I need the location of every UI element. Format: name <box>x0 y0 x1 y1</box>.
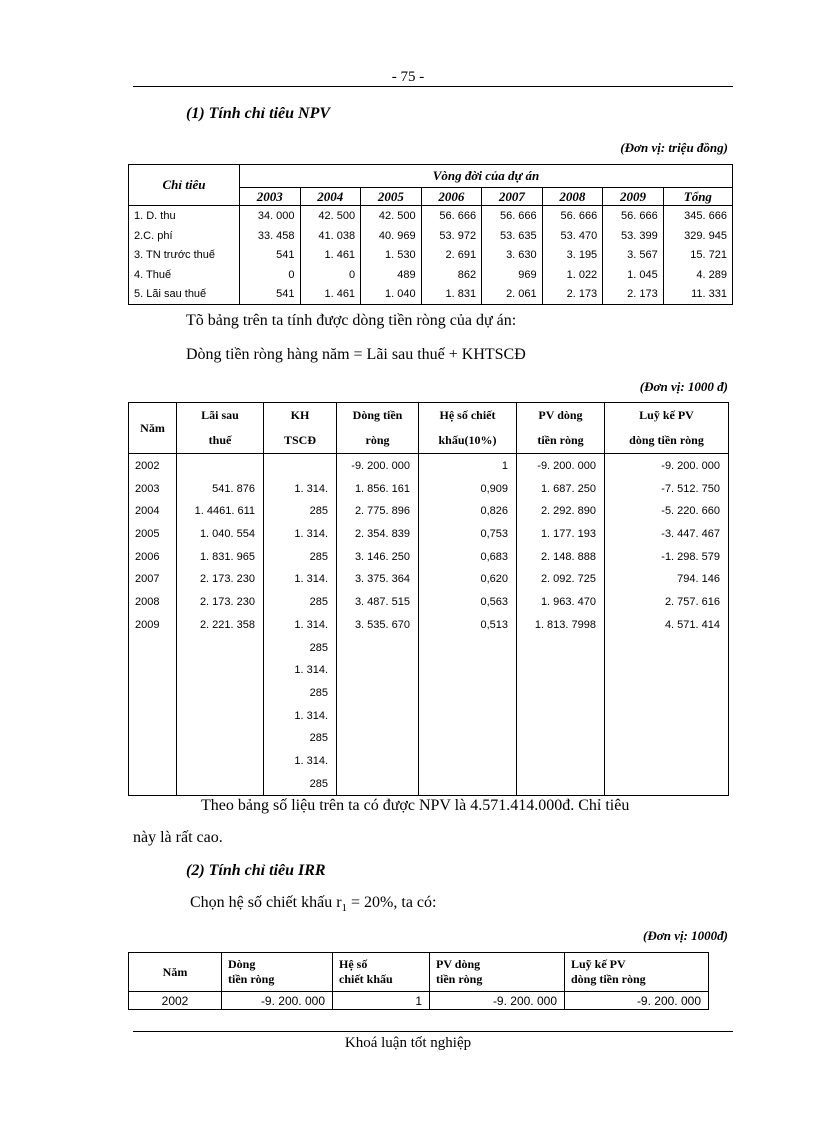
section2-para: Chọn hệ số chiết khấu $r_1 = 20\%$, ta có: <box>190 894 437 915</box>
table-cell: 285 <box>309 732 328 745</box>
table-cell: 2. 221. 358 <box>199 618 255 631</box>
value-cell: 1. 831 <box>445 288 477 300</box>
table-cell: -7. 512. 750 <box>661 482 720 495</box>
table-cell: 3. 375. 364 <box>354 573 410 586</box>
header-nam: Năm <box>129 403 177 454</box>
value-cell: 53. 972 <box>439 229 477 242</box>
year-column <box>542 206 603 305</box>
t3-cell-dong: -9. 200. 000 <box>222 992 333 1010</box>
table-cell: 2. 173. 230 <box>199 596 255 609</box>
table-cell: 0,683 <box>480 550 508 563</box>
value-cell: 34. 000 <box>257 210 295 222</box>
value-cell: 2. 061 <box>506 288 537 300</box>
t3-cell-nam: 2002 <box>129 992 222 1010</box>
table-cell: 1. 687. 250 <box>540 482 596 495</box>
row-label: 3. TN trước thuế <box>134 249 216 261</box>
year-header: 2004 <box>300 188 361 206</box>
table-cell: 1 <box>501 460 508 472</box>
value-cell: 33. 458 <box>257 229 295 242</box>
section1-unit: (Đơn vị: triệu đồng) <box>620 140 728 155</box>
value-cell: 1. 045 <box>627 268 658 281</box>
table-cell: 285 <box>309 596 328 609</box>
para-formula: Dòng tiền ròng hàng năm = Lãi sau thuế + KHTSCĐ <box>186 346 526 363</box>
col-luy-ke <box>605 454 729 796</box>
table-cell: 2005 <box>135 528 160 541</box>
year-header: 2006 <box>421 188 482 206</box>
year-header: 2007 <box>482 188 543 206</box>
conclusion-line1: Theo bảng số liệu trên ta có được NPV là 4.571.414.000đ. Chỉ tiêu <box>201 797 630 814</box>
value-cell: 862 <box>457 268 477 281</box>
table-cell: 1. 831. 965 <box>199 550 255 563</box>
page-number: - 75 - <box>391 69 425 85</box>
value-cell: 3. 567 <box>627 249 658 261</box>
section1-heading: (1) Tính chỉ tiêu NPV <box>186 105 331 122</box>
table-cell: 1. 314. <box>294 482 328 495</box>
table-cell: 285 <box>309 686 328 699</box>
table3-unit: (Đơn vị: 1000đ) <box>643 928 728 943</box>
table-cell: 0,826 <box>480 505 508 518</box>
table-cell: 3. 535. 670 <box>354 618 410 631</box>
value-cell: 56. 666 <box>439 210 477 222</box>
table-cell: 0,563 <box>480 596 508 609</box>
table-cell: 2003 <box>135 482 160 495</box>
value-cell: 3. 630 <box>506 249 537 261</box>
value-cell: 53. 399 <box>621 229 658 242</box>
value-cell: 4. 289 <box>696 268 727 281</box>
table-cell: -9. 200. 000 <box>537 460 596 472</box>
t3-cell-luy: -9. 200. 000 <box>565 992 709 1010</box>
year-header: 2008 <box>542 188 603 206</box>
header-kh-tscd: KH TSCĐ <box>264 403 337 454</box>
table-cell: 0,513 <box>480 618 508 631</box>
table-cell: 1. 040. 554 <box>199 528 255 541</box>
table-cell: 2008 <box>135 596 160 609</box>
table-cell: 2. 757. 616 <box>664 596 720 609</box>
table-cell: 2009 <box>135 618 160 631</box>
npv-revenue-table <box>128 164 733 305</box>
year-header: 2005 <box>361 188 422 206</box>
row-label: 4. Thuế <box>134 268 172 281</box>
table-cell: 2. 092. 725 <box>540 573 596 586</box>
table-cell: 794. 146 <box>677 573 720 586</box>
value-cell: 2. 173 <box>566 288 598 300</box>
year-column <box>240 206 301 305</box>
irr-table <box>128 952 709 1010</box>
table-cell: 1. 177. 193 <box>540 528 596 541</box>
col-nam <box>129 454 177 796</box>
year-column <box>482 206 543 305</box>
year-column <box>603 206 664 305</box>
value-cell: 329. 945 <box>684 229 727 242</box>
header-pv: PV dòng tiền ròng <box>517 403 605 454</box>
table-cell: 3. 146. 250 <box>354 550 410 563</box>
table-cell: 1. 314. <box>294 528 328 541</box>
year-header: 2003 <box>240 188 301 206</box>
table-cell: -9. 200. 000 <box>351 460 410 472</box>
t3-header-dong: Dòng tiền ròng <box>222 953 333 992</box>
header-rule <box>133 86 733 87</box>
table-cell: 2002 <box>135 460 160 472</box>
table-cell: 285 <box>309 641 328 654</box>
table-cell: 285 <box>309 550 328 563</box>
header-he-so: Hệ số chiết khấu(10%) <box>419 403 517 454</box>
row-label: 2.C. phí <box>134 229 173 242</box>
table-cell: 2004 <box>135 505 160 518</box>
year-column <box>421 206 482 305</box>
footer-rule <box>133 1031 733 1032</box>
table-cell: 1. 314. <box>294 618 328 631</box>
year-column <box>663 206 732 305</box>
value-cell: 969 <box>518 268 537 281</box>
footer-text: Khoá luận tốt nghiệp <box>344 1035 472 1051</box>
t3-header-nam: Năm <box>129 953 222 992</box>
t3-header-pv: PV dòng tiền ròng <box>430 953 565 992</box>
table-cell: -1. 298. 579 <box>661 550 720 563</box>
value-cell: 2. 173 <box>627 288 658 300</box>
table-cell: -3. 447. 467 <box>661 528 720 541</box>
header-lai-sau-thue: Lãi sau thuế <box>177 403 264 454</box>
value-cell: 56. 666 <box>621 210 658 222</box>
table-cell: 1. 813. 7998 <box>534 618 596 631</box>
table-cell: 2. 292. 890 <box>540 505 596 518</box>
value-cell: 541 <box>276 249 295 261</box>
table-cell: 285 <box>309 505 328 518</box>
col-kh-tscd <box>264 454 337 796</box>
total-header: Tổng <box>663 188 732 206</box>
value-cell: 42. 500 <box>318 210 356 222</box>
year-column <box>300 206 361 305</box>
value-cell: 15. 721 <box>690 249 727 261</box>
header-luy-ke: Luỹ kế PV dòng tiền ròng <box>605 403 729 454</box>
value-cell: 0 <box>348 268 356 281</box>
group-header: Vòng đời của dự án <box>240 165 733 188</box>
value-cell: 541 <box>276 288 295 300</box>
table-cell: 0,909 <box>480 482 508 495</box>
value-cell: 1. 040 <box>385 288 416 300</box>
year-column <box>361 206 422 305</box>
cashflow-npv-table <box>128 402 729 796</box>
table-cell: 0,753 <box>480 528 508 541</box>
table-cell: 1. 4461. 611 <box>194 505 255 518</box>
col-dong-tien-rong <box>337 454 419 796</box>
header-dong-tien-rong: Dòng tiền ròng <box>337 403 419 454</box>
t3-cell-pv: -9. 200. 000 <box>430 992 565 1010</box>
table-cell: 3. 487. 515 <box>354 596 410 609</box>
col-he-so <box>419 454 517 796</box>
value-cell: 41. 038 <box>318 229 356 242</box>
value-cell: 53. 470 <box>560 229 598 242</box>
col-label-header: Chỉ tiêu <box>129 165 240 206</box>
t3-cell-he: 1 <box>333 992 430 1010</box>
section2-heading: (2) Tính chỉ tiêu IRR <box>186 862 326 879</box>
table-cell: 1. 963. 470 <box>540 596 596 609</box>
table-cell: 2. 354. 839 <box>354 528 410 541</box>
value-cell: 2. 691 <box>445 249 477 261</box>
year-header: 2009 <box>603 188 664 206</box>
value-cell: 40. 969 <box>378 229 416 242</box>
value-cell: 1. 530 <box>385 249 416 261</box>
value-cell: 1. 461 <box>324 288 356 300</box>
table-cell: 0,620 <box>480 573 508 586</box>
table-cell: 2. 148. 888 <box>540 550 596 563</box>
table2-unit: (Đơn vị: 1000 đ) <box>639 379 728 394</box>
value-cell: 56. 666 <box>560 210 598 222</box>
row-labels <box>129 206 240 305</box>
value-cell: 3. 195 <box>566 249 598 261</box>
table-cell: 2007 <box>135 573 160 586</box>
table-cell: 285 <box>309 777 328 790</box>
conclusion-line2: này là rất cao. <box>133 829 223 846</box>
col-pv <box>517 454 605 796</box>
t3-header-he: Hệ số chiết khấu <box>333 953 430 992</box>
value-cell: 0 <box>288 268 295 281</box>
t3-header-luy: Luỹ kế PV dòng tiền ròng <box>565 953 709 992</box>
table-cell: -5. 220. 660 <box>661 505 720 518</box>
table-cell: 1. 314. <box>294 664 328 677</box>
table-cell: 4. 571. 414 <box>664 618 720 631</box>
row-label: 5. Lãi sau thuế <box>134 288 207 300</box>
value-cell: 345. 666 <box>684 210 727 222</box>
table-cell <box>177 455 255 478</box>
table-cell: 1. 314. <box>294 754 328 767</box>
table-cell: 1. 314. <box>294 709 328 722</box>
value-cell: 56. 666 <box>499 210 537 222</box>
col-lai-sau-thue <box>177 454 264 796</box>
value-cell: 1. 461 <box>324 249 356 261</box>
value-cell: 42. 500 <box>378 210 416 222</box>
table-cell: 1. 856. 161 <box>354 482 410 495</box>
table-cell: 2. 173. 230 <box>199 573 255 586</box>
para-intro: Tõ bảng trên ta tính được dòng tiền ròng của dự án: <box>186 312 517 329</box>
table-cell <box>264 455 328 478</box>
row-label: 1. D. thu <box>134 210 176 222</box>
value-cell: 11. 331 <box>691 288 727 300</box>
value-cell: 489 <box>397 268 416 281</box>
value-cell: 1. 022 <box>566 268 598 281</box>
table-cell: -9. 200. 000 <box>661 460 720 472</box>
table-cell: 1. 314. <box>294 573 328 586</box>
table-cell: 2. 775. 896 <box>354 505 410 518</box>
value-cell: 53. 635 <box>499 229 537 242</box>
table-cell: 541. 876 <box>212 482 255 495</box>
table-cell: 2006 <box>135 550 160 563</box>
